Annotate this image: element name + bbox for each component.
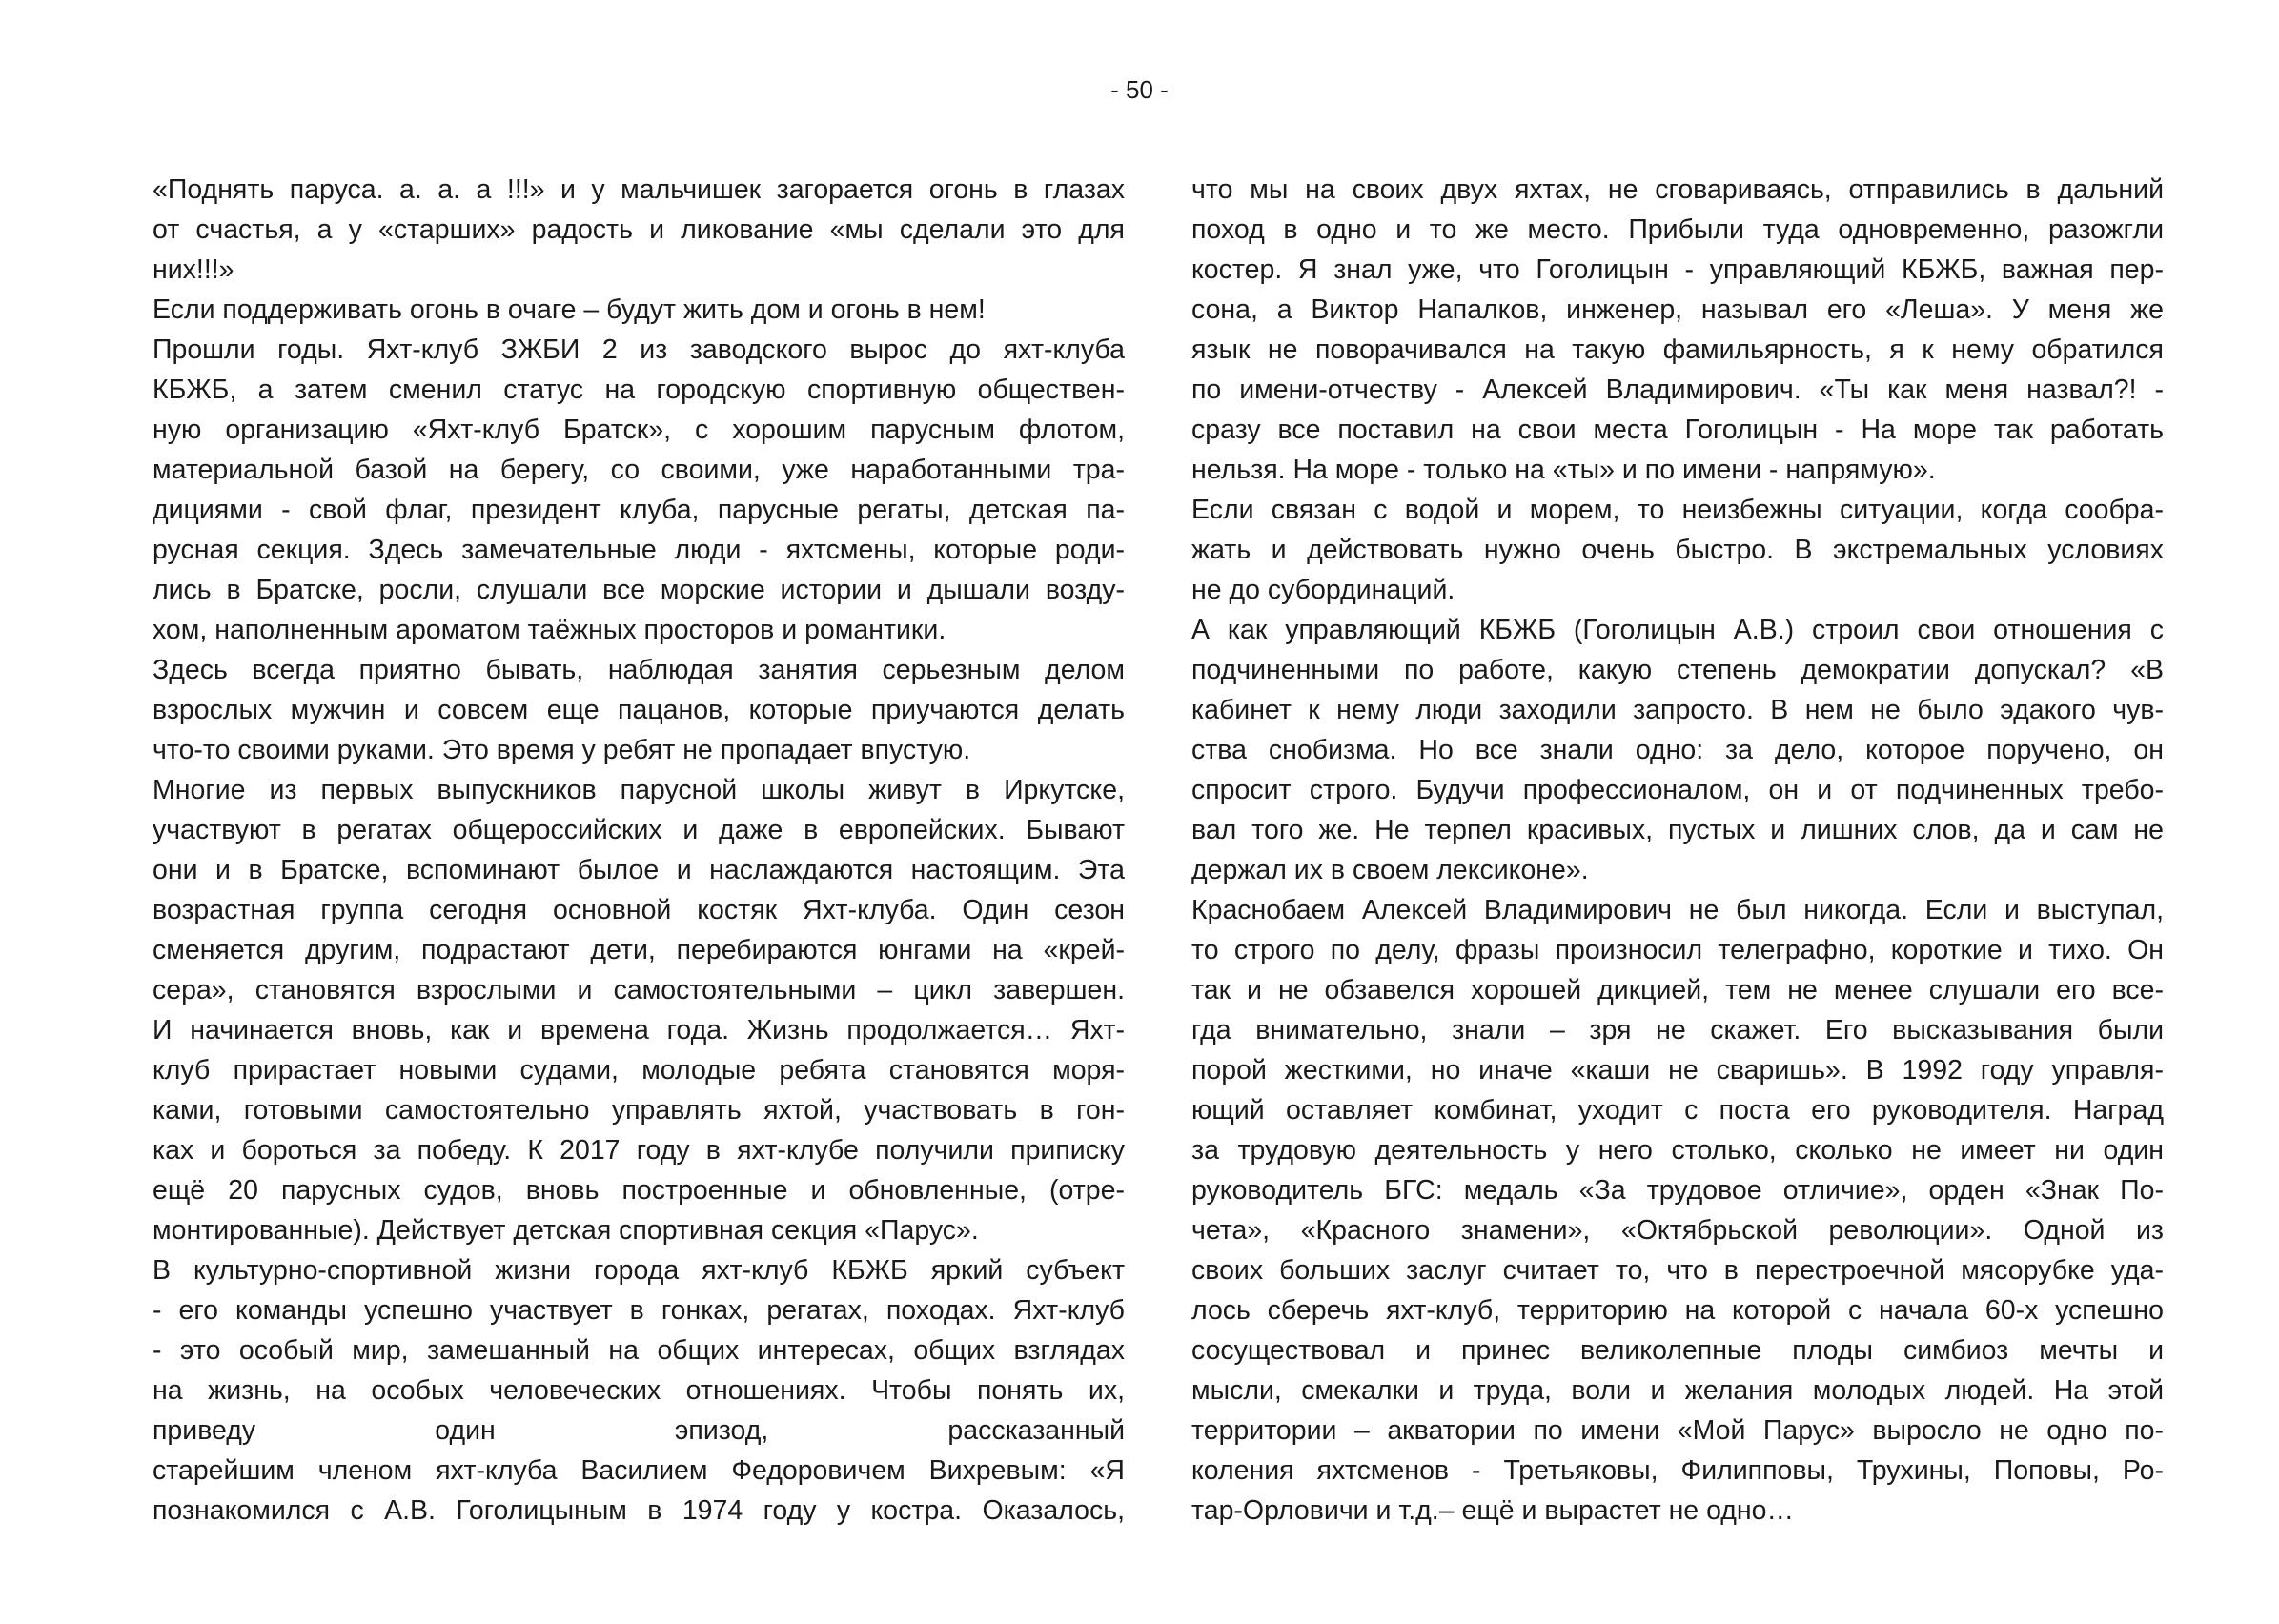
text-line: поход в одно и то же место. Прибыли туда одновременно, разожгли [1191, 214, 2164, 245]
text-line: чета», «Красного знамени», «Октябрьской революции». Одной из [1191, 1215, 2164, 1246]
text-line: сменяется другим, подрастают дети, перебираются юнгами на «крей- [153, 935, 1125, 965]
text-line: сера», становятся взрослыми и самостоятельными – цикл завершен. [153, 975, 1125, 1005]
text-line: ещё 20 парусных судов, вновь построенные и обновленные, (отре- [153, 1175, 1125, 1206]
text-line: «Поднять паруса. а. а. а !!!» и у мальчишек загорается огонь в глазах [153, 174, 1125, 205]
text-line: сразу все поставил на свои места Гоголицын - На море так работать [1191, 415, 2164, 445]
text-line: гда внимательно, знали – зря не скажет. Его высказывания были [1191, 1015, 2164, 1045]
text-line: что-то своими руками. Это время у ребят не пропадает впустую. [153, 735, 971, 765]
text-line: клуб прирастает новыми судами, молодые ребята становятся моря- [153, 1055, 1125, 1086]
text-line: спросит строго. Будучи профессионалом, он и от подчиненных требо- [1191, 775, 2164, 805]
text-line: - его команды успешно участвует в гонках, регатах, походах. Яхт-клуб [153, 1295, 1125, 1326]
text-line: - это особый мир, замешанный на общих интересах, общих взглядах [153, 1335, 1125, 1366]
text-line: возрастная группа сегодня основной костяк Яхт-клуба. Один сезон [153, 895, 1125, 925]
text-line: так и не обзавелся хорошей дикцией, тем не менее слушали его все- [1191, 975, 2164, 1005]
text-line: дициями - свой флаг, президент клуба, парусные регаты, детская па- [153, 495, 1125, 525]
text-line: лись в Братске, росли, слушали все морские истории и дышали возду- [153, 575, 1125, 605]
text-line: территории – акватории по имени «Мой Парус» выросло не одно по- [1191, 1415, 2164, 1446]
text-line: Многие из первых выпускников парусной школы живут в Иркутске, [153, 775, 1125, 805]
text-line: они и в Братске, вспоминают былое и наслаждаются настоящим. Эта [153, 855, 1125, 885]
text-line: сона, а Виктор Напалков, инженер, называл его «Леша». У меня же [1191, 294, 2164, 325]
text-line: ющий оставляет комбинат, уходит с поста его руководителя. Наград [1191, 1095, 2164, 1126]
text-line: хом, наполненным ароматом таёжных просторов и романтики. [153, 615, 946, 645]
text-line: ками, готовыми самостоятельно управлять яхтой, участвовать в гон- [153, 1095, 1125, 1126]
text-line: за трудовую деятельность у него столько, сколько не имеет ни один [1191, 1135, 2164, 1166]
text-line: приведу один эпизод, рассказанный [153, 1415, 1125, 1446]
text-line: тар-Орловичи и т.д.– ещё и вырастет не одно… [1191, 1495, 1795, 1526]
text-line: познакомился с А.В. Гоголицыным в 1974 году у костра. Оказалось, [153, 1495, 1125, 1526]
text-line: то строго по делу, фразы произносил телеграфно, короткие и тихо. Он [1191, 935, 2164, 965]
text-line: Если поддерживать огонь в очаге – будут жить дом и огонь в нем! [153, 294, 986, 325]
text-line: ках и бороться за победу. К 2017 году в яхт-клубе получили приписку [153, 1135, 1125, 1166]
text-line: КБЖБ, а затем сменил статус на городскую спортивную обществен- [153, 375, 1125, 405]
text-line: монтированные). Действует детская спортивная секция «Парус». [153, 1215, 979, 1246]
left-column [153, 170, 1125, 1531]
text-line: вал того же. Не терпел красивых, пустых и лишних слов, да и сам не [1191, 815, 2164, 845]
text-line: по имени-отчеству - Алексей Владимирович. «Ты как меня назвал?! - [1191, 375, 2164, 405]
text-line: А как управляющий КБЖБ (Гоголицын А.В.) строил свои отношения с [1191, 615, 2164, 645]
text-line: своих больших заслуг считает то, что в перестроечной мясорубке уда- [1191, 1255, 2164, 1286]
text-line: на жизнь, на особых человеческих отношениях. Чтобы понять их, [153, 1375, 1125, 1406]
text-line: сосуществовал и принес великолепные плоды симбиоз мечты и [1191, 1335, 2164, 1366]
text-line: русная секция. Здесь замечательные люди - яхтсмены, которые роди- [153, 535, 1125, 565]
text-line: кабинет к нему люди заходили запросто. В нем не было эдакого чув- [1191, 695, 2164, 725]
text-line: не до субординаций. [1191, 575, 1455, 605]
right-column [1191, 170, 2164, 1531]
text-line: костер. Я знал уже, что Гоголицын - управляющий КБЖБ, важная пер- [1191, 254, 2164, 285]
page-number: - 50 - [1110, 75, 1169, 104]
text-line: Здесь всегда приятно бывать, наблюдая занятия серьезным делом [153, 655, 1125, 685]
text-line: материальной базой на берегу, со своими, уже наработанными тра- [153, 455, 1125, 485]
text-line: В культурно-спортивной жизни города яхт-клуб КБЖБ яркий субъект [153, 1255, 1125, 1286]
text-line: лось сберечь яхт-клуб, территорию на которой с начала 60-х успешно [1191, 1295, 2164, 1326]
text-line: И начинается вновь, как и времена года. Жизнь продолжается… Яхт- [153, 1015, 1125, 1045]
text-line: порой жесткими, но иначе «каши не сваришь». В 1992 году управля- [1191, 1055, 2164, 1086]
text-line: нельзя. На море - только на «ты» и по имени - напрямую». [1191, 455, 1936, 485]
text-line: взрослых мужчин и совсем еще пацанов, которые приучаются делать [153, 695, 1125, 725]
text-line: руководитель БГС: медаль «За трудовое отличие», орден «Знак По- [1191, 1175, 2164, 1206]
text-line: Прошли годы. Яхт-клуб ЗЖБИ 2 из заводского вырос до яхт-клуба [153, 335, 1125, 365]
text-line: коления яхтсменов - Третьяковы, Филипповы, Трухины, Поповы, Ро- [1191, 1455, 2164, 1486]
text-line: подчиненными по работе, какую степень демократии допускал? «В [1191, 655, 2164, 685]
text-line: них!!!» [153, 254, 234, 285]
text-line: участвуют в регатах общероссийских и даже в европейских. Бывают [153, 815, 1125, 845]
text-line: Если связан с водой и морем, то неизбежны ситуации, когда сообра- [1191, 495, 2164, 525]
text-line: что мы на своих двух яхтах, не сговариваясь, отправились в дальний [1191, 174, 2164, 205]
text-line: Краснобаем Алексей Владимирович не был никогда. Если и выступал, [1191, 895, 2164, 925]
text-line: старейшим членом яхт-клуба Василием Федоровичем Вихревым: «Я [153, 1455, 1125, 1486]
text-line: держал их в своем лексиконе». [1191, 855, 1589, 885]
text-line: ства снобизма. Но все знали одно: за дело, которое поручено, он [1191, 735, 2164, 765]
text-line: жать и действовать нужно очень быстро. В экстремальных условиях [1191, 535, 2164, 565]
text-line: от счастья, а у «старших» радость и ликование «мы сделали это для [153, 214, 1125, 245]
text-line: ную организацию «Яхт-клуб Братск», с хорошим парусным флотом, [153, 415, 1125, 445]
text-line: язык не поворачивался на такую фамильярность, я к нему обратился [1191, 335, 2164, 365]
text-line: мысли, смекалки и труда, воли и желания молодых людей. На этой [1191, 1375, 2164, 1406]
